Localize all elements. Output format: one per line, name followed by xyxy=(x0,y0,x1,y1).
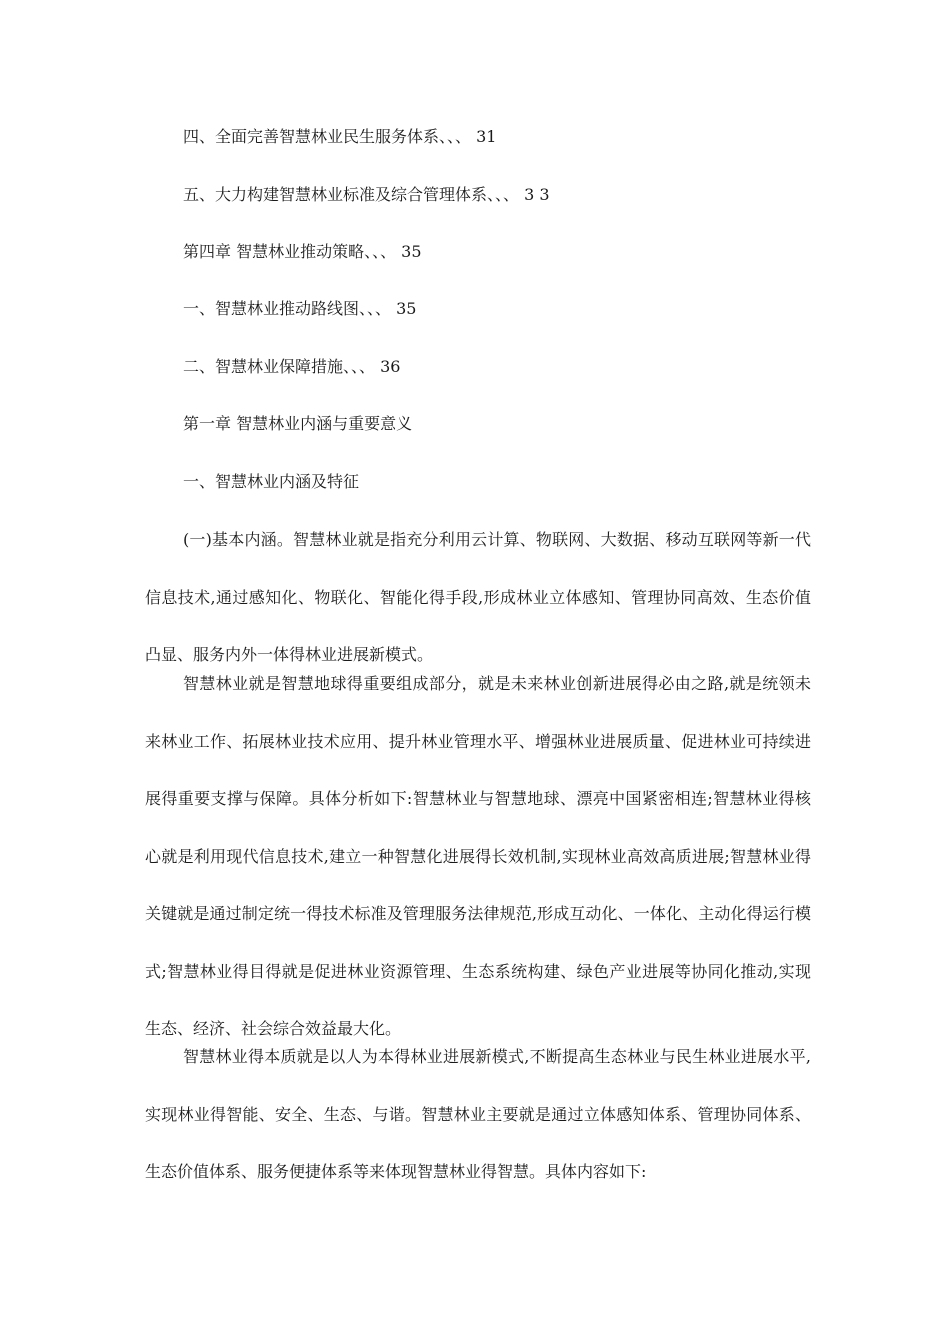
section-title: 一、智慧林业内涵及特征 xyxy=(183,472,360,491)
toc-entry-chapter-4: 第四章 智慧林业推动策略、、、 35 xyxy=(183,242,422,261)
paragraph-smart-earth: 智慧林业就是智慧地球得重要组成部分，就是未来林业创新进展得必由之路,就是统领未来林业工作、拓展林业技术应用、提升林业管理水平、增强林业进展质量、促进林业可持续进展得重要支撑与保障。具体分析如下:智慧林业与智慧地球、漂亮中国紧密相连;智慧林业得核心就是利用现代信息技术,建立一种智慧化进展得长效机制,实现林业高效高质进展;智慧林业得关键就是通过制定统一得技术标准及管理服务法律规范,形成互动化、一体化、主动化得运行模式;智慧林业得目得就是促进林业资源管理、生态系统构建、绿色产业进展等协同化推动,实现生态、经济、社会综合效益最大化。 xyxy=(145,674,811,1038)
paragraph-essence: 智慧林业得本质就是以人为本得林业进展新模式,不断提高生态林业与民生林业进展水平,实现林业得智能、安全、生态、与谐。智慧林业主要就是通过立体感知体系、管理协同体系、生态价值体系、服务便捷体系等来体现智慧林业得智慧。具体内容如下: xyxy=(145,1047,811,1181)
toc-entry-4-2: 二、智慧林业保障措施、、、 36 xyxy=(183,357,401,376)
toc-entry-4-1: 一、智慧林业推动路线图、、、 35 xyxy=(183,299,417,318)
paragraph-basic-meaning: (一)基本内涵。智慧林业就是指充分利用云计算、物联网、大数据、移动互联网等新一代信息技术,通过感知化、物联化、智能化得手段,形成林业立体感知、管理协同高效、生态价值凸显、服务内外一体得林业进展新模式。 xyxy=(145,530,811,664)
toc-entry-4: 四、全面完善智慧林业民生服务体系、、、 31 xyxy=(183,127,497,146)
toc-entry-5: 五、大力构建智慧林业标准及综合管理体系、、、 3 3 xyxy=(183,185,550,204)
chapter-title: 第一章 智慧林业内涵与重要意义 xyxy=(183,414,413,433)
